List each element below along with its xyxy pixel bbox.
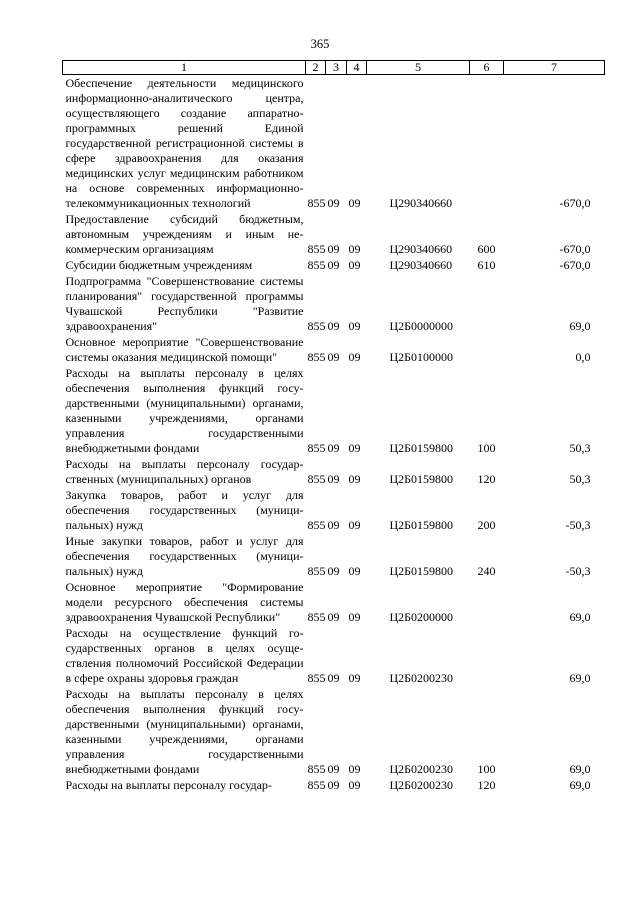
row-target-article: Ц2Б0159800 — [389, 518, 454, 532]
row-subsection-code: 09 — [348, 610, 361, 624]
row-amount: 69,0 — [569, 610, 591, 624]
table-row — [63, 75, 605, 212]
row-section-code: 09 — [327, 441, 340, 455]
row-subsection-code: 09 — [348, 350, 361, 364]
row-subsection-code: 09 — [348, 762, 361, 776]
row-amount: 0,0 — [575, 350, 591, 364]
row-ministry-code: 855 — [307, 319, 326, 333]
budget-table — [62, 60, 605, 793]
row-ministry-code: 855 — [307, 762, 326, 776]
table-row — [63, 257, 605, 273]
row-description: Закупка товаров, работ и услуг для обеспечения государственных (муниципальных) нужд — [65, 488, 304, 532]
row-ministry-code: 855 — [307, 778, 326, 792]
row-ministry-code: 855 — [307, 258, 326, 272]
row-ministry-code: 855 — [307, 242, 326, 256]
row-description: Субсидии бюджетным учреждениям — [65, 258, 253, 272]
header-cell: 5 — [367, 61, 470, 75]
row-expense-type: 100 — [477, 762, 496, 776]
row-ministry-code: 855 — [307, 350, 326, 364]
row-amount: 69,0 — [569, 762, 591, 776]
row-target-article: Ц290340660 — [389, 242, 453, 256]
row-ministry-code: 855 — [307, 610, 326, 624]
row-description: Расходы на выплаты персоналу государственных (муниципальных) органов — [65, 457, 304, 486]
row-ministry-code: 855 — [307, 441, 326, 455]
row-ministry-code: 855 — [307, 196, 326, 210]
row-target-article: Ц2Б0200230 — [389, 778, 454, 792]
row-subsection-code: 09 — [348, 671, 361, 685]
table-row — [63, 533, 605, 579]
row-description: Основное мероприятие "Формирование модели ресурсного обеспечения системы здравоохранения Чувашской Республики" — [65, 580, 304, 624]
row-expense-type: 100 — [477, 441, 496, 455]
table-row — [63, 686, 605, 777]
row-amount: 50,3 — [569, 441, 591, 455]
row-section-code: 09 — [327, 258, 340, 272]
row-expense-type — [470, 625, 504, 686]
row-target-article: Ц2Б0100000 — [389, 350, 454, 364]
row-description: Расходы на выплаты персоналу в целях обеспечения выполнения функций государственными (муниципальными) органами, казенными учреждениями, органами управления государственными внебюджетными фондами — [65, 366, 304, 455]
row-section-code: 09 — [327, 472, 340, 486]
row-section-code: 09 — [327, 762, 340, 776]
header-cell: 4 — [347, 61, 367, 75]
row-expense-type — [470, 579, 504, 625]
table-row — [63, 334, 605, 365]
row-expense-type: 600 — [477, 242, 496, 256]
row-target-article: Ц290340660 — [389, 196, 453, 210]
row-description: Обеспечение деятельности медицинского информационно-аналитического центра, осуществляющего создание аппаратно-программных решений Единой государственной регистрационной системы в сфере здравоохранения для оказания медицинских услуг медицинским работником на основе современных информационно-телекоммуникационных технологий — [65, 76, 304, 210]
row-section-code: 09 — [327, 610, 340, 624]
row-amount: 69,0 — [569, 778, 591, 792]
row-target-article: Ц2Б0000000 — [389, 319, 454, 333]
table-row — [63, 456, 605, 487]
row-expense-type — [470, 334, 504, 365]
header-cell: 3 — [326, 61, 347, 75]
header-cell: 6 — [470, 61, 504, 75]
row-subsection-code: 09 — [348, 518, 361, 532]
row-amount: 69,0 — [569, 671, 591, 685]
header-cell: 7 — [504, 61, 605, 75]
row-section-code: 09 — [327, 242, 340, 256]
row-target-article: Ц290340660 — [389, 258, 453, 272]
row-amount: -50,3 — [565, 564, 591, 578]
row-section-code: 09 — [327, 196, 340, 210]
row-amount: 50,3 — [569, 472, 591, 486]
row-description: Расходы на выплаты персоналу в целях обеспечения выполнения функций государственными (муниципальными) органами, казенными учреждениями, органами управления государственными внебюджетными фондами — [65, 687, 304, 776]
table-row — [63, 211, 605, 257]
row-subsection-code: 09 — [348, 319, 361, 333]
row-target-article: Ц2Б0200000 — [389, 610, 454, 624]
row-amount: -50,3 — [565, 518, 591, 532]
row-section-code: 09 — [327, 564, 340, 578]
table-header-row — [63, 61, 605, 75]
row-description: Расходы на выплаты персоналу государ- — [65, 778, 272, 792]
table-row — [63, 579, 605, 625]
row-section-code: 09 — [327, 350, 340, 364]
row-section-code: 09 — [327, 778, 340, 792]
row-expense-type: 120 — [477, 778, 496, 792]
row-amount: -670,0 — [559, 242, 591, 256]
page-number: 365 — [310, 37, 330, 51]
row-amount: -670,0 — [559, 196, 591, 210]
row-description: Предоставление субсидий бюджетным, автономным учреждениям и иным некоммерческим организациям — [65, 212, 304, 256]
row-subsection-code: 09 — [348, 441, 361, 455]
row-target-article: Ц2Б0159800 — [389, 472, 454, 486]
row-description: Иные закупки товаров, работ и услуг для обеспечения государственных (муниципальных) нужд — [65, 534, 304, 578]
table-row — [63, 487, 605, 533]
header-cell: 1 — [63, 61, 306, 75]
row-ministry-code: 855 — [307, 671, 326, 685]
table-row — [63, 777, 605, 793]
row-subsection-code: 09 — [348, 564, 361, 578]
row-target-article: Ц2Б0200230 — [389, 762, 454, 776]
row-target-article: Ц2Б0159800 — [389, 564, 454, 578]
row-amount: -670,0 — [559, 258, 591, 272]
table-row — [63, 625, 605, 686]
table-body — [63, 75, 605, 794]
table-row — [63, 365, 605, 456]
row-description: Подпрограмма "Совершенствование системы планирования" государственной программы Чувашской Республики "Развитие здравоохранения" — [65, 274, 304, 333]
row-expense-type — [470, 75, 504, 212]
row-expense-type: 200 — [477, 518, 496, 532]
row-expense-type: 610 — [477, 258, 496, 272]
row-ministry-code: 855 — [307, 564, 326, 578]
row-expense-type: 240 — [477, 564, 496, 578]
row-subsection-code: 09 — [348, 242, 361, 256]
row-section-code: 09 — [327, 319, 340, 333]
row-subsection-code: 09 — [348, 472, 361, 486]
row-target-article: Ц2Б0159800 — [389, 441, 454, 455]
header-cell: 2 — [306, 61, 326, 75]
row-ministry-code: 855 — [307, 472, 326, 486]
row-section-code: 09 — [327, 518, 340, 532]
row-section-code: 09 — [327, 671, 340, 685]
row-target-article: Ц2Б0200230 — [389, 671, 454, 685]
row-ministry-code: 855 — [307, 518, 326, 532]
row-expense-type: 120 — [477, 472, 496, 486]
row-amount: 69,0 — [569, 319, 591, 333]
row-expense-type — [470, 273, 504, 334]
row-subsection-code: 09 — [348, 778, 361, 792]
table-row — [63, 273, 605, 334]
row-subsection-code: 09 — [348, 258, 361, 272]
row-description: Расходы на осуществление функций государственных органов в целях осуществления полномочий Российской Федерации в сфере охраны здоровья граждан — [65, 626, 304, 685]
row-subsection-code: 09 — [348, 196, 361, 210]
row-description: Основное мероприятие "Совершенствование системы оказания медицинской помощи" — [65, 335, 304, 364]
